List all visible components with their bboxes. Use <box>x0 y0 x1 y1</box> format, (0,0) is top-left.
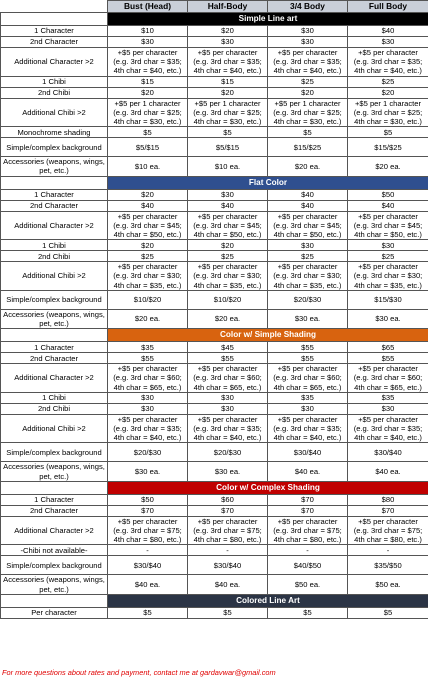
price-row <box>1 48 428 77</box>
price-cell-line: 4th char = $30, etc.) <box>354 117 422 127</box>
price-cell: $20 <box>108 189 188 200</box>
price-row <box>1 545 428 556</box>
price-cell-line: +$5 per character <box>277 262 338 272</box>
price-row <box>1 575 428 594</box>
row-label: 2nd Chibi <box>1 403 108 414</box>
price-cell-line: +$5 per character <box>358 48 418 57</box>
price-cell: $50 <box>348 189 428 200</box>
row-label: Additional Character >2 <box>1 364 108 393</box>
price-cell-line: (e.g. 3rd char = $60; <box>193 373 262 383</box>
price-cell-line: (e.g. 3rd char = $35; <box>113 57 182 67</box>
price-cell: - <box>348 545 428 556</box>
price-cell: $30 <box>188 189 268 200</box>
row-label: Accessories (weapons, wings, pet, etc.) <box>1 575 108 594</box>
price-cell: $40 ea. <box>108 575 188 594</box>
price-cell <box>188 211 268 240</box>
price-cell-line: 4th char = $30, etc.) <box>273 117 342 127</box>
row-label: Additional Character >2 <box>1 211 108 240</box>
row-label: -Chibi not available- <box>1 545 108 556</box>
price-cell: $30 <box>268 403 348 414</box>
price-cell-line: 4th char = $40, etc.) <box>193 66 262 76</box>
price-cell-line: +$5 per 1 character <box>194 98 261 108</box>
price-row <box>1 462 428 481</box>
price-cell: $10 <box>108 26 188 37</box>
row-label: 2nd Character <box>1 353 108 364</box>
price-cell: $30/$40 <box>108 556 188 575</box>
price-cell: $40 <box>108 200 188 211</box>
price-cell: $50 ea. <box>268 575 348 594</box>
row-label: Simple/complex background <box>1 290 108 309</box>
price-cell-line: +$5 per character <box>277 48 338 57</box>
price-cell-line: +$5 per character <box>197 48 258 57</box>
price-cell: $10/$20 <box>188 290 268 309</box>
price-cell-line: 4th char = $40, etc.) <box>273 433 342 443</box>
price-cell <box>348 98 428 127</box>
price-cell-line: (e.g. 3rd char = $45; <box>113 220 182 230</box>
price-cell: $15 <box>108 76 188 87</box>
price-cell: $70 <box>108 505 188 516</box>
section-header-row <box>1 481 428 494</box>
price-cell: $35 <box>108 342 188 353</box>
price-cell: $55 <box>268 353 348 364</box>
price-row <box>1 494 428 505</box>
price-cell-line: 4th char = $65, etc.) <box>193 382 262 392</box>
price-cell: $30 <box>108 403 188 414</box>
price-cell: $20 ea. <box>108 309 188 328</box>
price-cell: $5/$15 <box>108 138 188 157</box>
price-cell: $5/$15 <box>188 138 268 157</box>
price-cell: - <box>108 545 188 556</box>
column-header: Full Body <box>348 1 428 13</box>
price-cell: $5 <box>268 607 348 618</box>
price-cell-line: 4th char = $65, etc.) <box>113 382 182 392</box>
price-cell-line: +$5 per character <box>358 211 418 221</box>
price-cell: $30 ea. <box>108 462 188 481</box>
price-cell-line: +$5 per 1 character <box>354 98 422 108</box>
price-cell-line: (e.g. 3rd char = $75; <box>353 526 423 536</box>
price-cell-line: 4th char = $30, etc.) <box>193 117 262 127</box>
price-cell: $20 <box>108 87 188 98</box>
price-cell <box>268 364 348 393</box>
price-cell: $30 <box>348 403 428 414</box>
price-row <box>1 200 428 211</box>
price-cell-line: (e.g. 3rd char = $75; <box>273 526 342 536</box>
price-cell <box>268 516 348 545</box>
price-cell: $35/$50 <box>348 556 428 575</box>
price-cell <box>268 211 348 240</box>
price-cell-line: (e.g. 3rd char = $35; <box>353 424 423 434</box>
price-cell-line: +$5 per character <box>197 516 258 526</box>
price-cell-line: (e.g. 3rd char = $25; <box>193 107 262 117</box>
price-row <box>1 87 428 98</box>
price-cell: $5 <box>108 607 188 618</box>
price-cell: $20 <box>108 240 188 251</box>
price-cell-line: (e.g. 3rd char = $75; <box>193 526 262 536</box>
price-cell: $20/$30 <box>268 290 348 309</box>
row-label: Simple/complex background <box>1 556 108 575</box>
price-cell <box>108 211 188 240</box>
price-cell-line: +$5 per 1 character <box>274 98 341 108</box>
column-header: Bust (Head) <box>108 1 188 13</box>
price-cell: $10 ea. <box>188 157 268 176</box>
price-cell <box>348 414 428 443</box>
price-cell-line: (e.g. 3rd char = $60; <box>113 373 182 383</box>
price-cell-line: +$5 per character <box>117 262 178 272</box>
price-row <box>1 240 428 251</box>
price-cell-line: 4th char = $35, etc.) <box>113 280 182 290</box>
price-cell: $5 <box>348 127 428 138</box>
price-cell-line: 4th char = $50, etc.) <box>273 230 342 240</box>
price-cell: $40 ea. <box>188 575 268 594</box>
row-label: 1 Character <box>1 342 108 353</box>
price-cell-line: 4th char = $40, etc.) <box>193 433 262 443</box>
price-cell-line: (e.g. 3rd char = $45; <box>193 220 262 230</box>
price-row <box>1 403 428 414</box>
price-row <box>1 443 428 462</box>
price-cell: $80 <box>348 494 428 505</box>
price-cell: $40 <box>268 189 348 200</box>
price-cell-line: +$5 per character <box>117 48 178 57</box>
price-cell: $50 ea. <box>348 575 428 594</box>
price-cell-line: (e.g. 3rd char = $25; <box>273 107 342 117</box>
price-cell <box>188 414 268 443</box>
price-cell: $30 <box>348 37 428 48</box>
price-cell <box>348 211 428 240</box>
price-cell-line: +$5 per character <box>117 414 178 424</box>
price-row <box>1 138 428 157</box>
price-cell: $60 <box>188 494 268 505</box>
section-header-blank <box>1 481 108 494</box>
row-label: 2nd Chibi <box>1 87 108 98</box>
price-row <box>1 211 428 240</box>
price-cell: - <box>268 545 348 556</box>
price-cell <box>188 364 268 393</box>
price-cell <box>108 516 188 545</box>
price-cell-line: 4th char = $35, etc.) <box>273 280 342 290</box>
price-cell: $20 <box>348 87 428 98</box>
price-cell <box>108 48 188 77</box>
price-table-body <box>1 13 428 619</box>
price-cell-line: (e.g. 3rd char = $35; <box>193 424 262 434</box>
row-label: Monochrome shading <box>1 127 108 138</box>
price-cell: $25 <box>348 76 428 87</box>
price-cell: $30/$40 <box>348 443 428 462</box>
price-cell: $50 <box>108 494 188 505</box>
price-cell <box>268 414 348 443</box>
price-cell <box>108 98 188 127</box>
section-header-row <box>1 176 428 189</box>
price-cell: $30 <box>268 240 348 251</box>
price-cell <box>108 262 188 291</box>
price-cell: $20/$30 <box>188 443 268 462</box>
price-cell: $40 <box>348 26 428 37</box>
price-cell-line: +$5 per character <box>197 364 258 374</box>
section-header-row <box>1 329 428 342</box>
price-row <box>1 607 428 618</box>
section-header-blank <box>1 329 108 342</box>
price-cell-line: +$5 per character <box>117 211 178 221</box>
price-cell: $35 <box>268 392 348 403</box>
price-cell-line: (e.g. 3rd char = $35; <box>113 424 182 434</box>
price-cell-line: +$5 per character <box>117 516 178 526</box>
price-cell-line: (e.g. 3rd char = $30; <box>353 271 423 281</box>
price-row <box>1 76 428 87</box>
price-cell-line: (e.g. 3rd char = $60; <box>273 373 342 383</box>
price-row <box>1 309 428 328</box>
price-cell-line: (e.g. 3rd char = $35; <box>273 424 342 434</box>
price-cell: $30 ea. <box>268 309 348 328</box>
row-label: Additional Character >2 <box>1 516 108 545</box>
price-cell: $5 <box>268 127 348 138</box>
price-cell-line: +$5 per 1 character <box>114 98 181 108</box>
price-cell: $70 <box>268 505 348 516</box>
price-cell: $20 <box>188 26 268 37</box>
price-cell-line: 4th char = $65, etc.) <box>273 382 342 392</box>
price-cell-line: 4th char = $30, etc.) <box>113 117 182 127</box>
row-label: 2nd Chibi <box>1 251 108 262</box>
row-label: Additional Character >2 <box>1 48 108 77</box>
price-cell: $40 <box>188 200 268 211</box>
price-row <box>1 189 428 200</box>
price-cell: $20 <box>268 87 348 98</box>
section-title: Colored Line Art <box>108 594 428 607</box>
row-label: Accessories (weapons, wings, pet, etc.) <box>1 462 108 481</box>
price-cell-line: +$5 per character <box>358 414 418 424</box>
price-row <box>1 251 428 262</box>
price-cell: $20 ea. <box>188 309 268 328</box>
price-cell-line: (e.g. 3rd char = $30; <box>193 271 262 281</box>
price-cell <box>268 262 348 291</box>
price-row <box>1 262 428 291</box>
price-cell-line: 4th char = $80, etc.) <box>193 535 262 545</box>
price-cell-line: 4th char = $40, etc.) <box>113 433 182 443</box>
contact-footer: For more questions about rates and payment, contact me at gardavwar@gmail.com <box>2 668 276 677</box>
price-cell-line: 4th char = $80, etc.) <box>113 535 182 545</box>
row-label: Additional Chibi >2 <box>1 262 108 291</box>
price-row <box>1 414 428 443</box>
price-cell <box>188 262 268 291</box>
price-cell-line: (e.g. 3rd char = $25; <box>353 107 423 117</box>
row-label: 1 Chibi <box>1 392 108 403</box>
price-cell: $25 <box>268 251 348 262</box>
row-label: 2nd Character <box>1 37 108 48</box>
price-cell-line: +$5 per character <box>277 364 338 374</box>
price-cell-line: (e.g. 3rd char = $45; <box>353 220 423 230</box>
price-cell-line: +$5 per character <box>358 262 418 272</box>
price-cell-line: (e.g. 3rd char = $30; <box>113 271 182 281</box>
price-cell: $55 <box>348 353 428 364</box>
price-cell: $35 <box>348 392 428 403</box>
header-row <box>1 1 428 13</box>
price-cell-line: +$5 per character <box>358 516 418 526</box>
price-cell: $55 <box>268 342 348 353</box>
section-title: Color w/ Simple Shading <box>108 329 428 342</box>
section-header-blank <box>1 594 108 607</box>
price-row <box>1 516 428 545</box>
price-row <box>1 392 428 403</box>
row-label: 2nd Character <box>1 200 108 211</box>
price-cell: $30/$40 <box>188 556 268 575</box>
price-row <box>1 342 428 353</box>
column-header: 3/4 Body <box>268 1 348 13</box>
price-cell: $10/$20 <box>108 290 188 309</box>
price-cell: $30 <box>108 392 188 403</box>
price-cell <box>108 414 188 443</box>
price-cell: $15/$25 <box>268 138 348 157</box>
row-label: 1 Chibi <box>1 240 108 251</box>
price-cell-line: 4th char = $50, etc.) <box>113 230 182 240</box>
price-cell-line: (e.g. 3rd char = $25; <box>113 107 182 117</box>
price-cell: $30/$40 <box>268 443 348 462</box>
row-label: Additional Chibi >2 <box>1 414 108 443</box>
row-label: Simple/complex background <box>1 138 108 157</box>
price-cell: $15/$30 <box>348 290 428 309</box>
price-cell: $40 ea. <box>268 462 348 481</box>
price-cell: $30 <box>348 240 428 251</box>
price-cell <box>188 98 268 127</box>
price-cell-line: (e.g. 3rd char = $35; <box>273 57 342 67</box>
price-cell-line: (e.g. 3rd char = $45; <box>273 220 342 230</box>
price-cell: $40 ea. <box>348 462 428 481</box>
price-row <box>1 364 428 393</box>
section-title: Simple Line art <box>108 13 428 26</box>
price-cell-line: +$5 per character <box>277 211 338 221</box>
price-cell-line: 4th char = $80, etc.) <box>273 535 342 545</box>
row-label: Simple/complex background <box>1 443 108 462</box>
price-cell-line: +$5 per character <box>197 414 258 424</box>
row-label: Additional Chibi >2 <box>1 98 108 127</box>
price-cell: $30 <box>268 37 348 48</box>
price-cell <box>188 48 268 77</box>
price-cell: $5 <box>188 607 268 618</box>
price-cell: $20/$30 <box>108 443 188 462</box>
price-cell: $30 ea. <box>348 309 428 328</box>
price-row <box>1 26 428 37</box>
price-cell: $25 <box>268 76 348 87</box>
price-cell-line: 4th char = $40, etc.) <box>354 433 422 443</box>
price-cell: $40/$50 <box>268 556 348 575</box>
price-row <box>1 556 428 575</box>
price-cell: $20 <box>188 240 268 251</box>
price-cell: $30 <box>108 37 188 48</box>
price-cell-line: +$5 per character <box>277 414 338 424</box>
price-cell <box>348 48 428 77</box>
row-label: 2nd Character <box>1 505 108 516</box>
price-cell: $30 <box>268 26 348 37</box>
price-cell: $25 <box>188 251 268 262</box>
price-cell <box>348 364 428 393</box>
price-cell <box>108 364 188 393</box>
price-cell-line: +$5 per character <box>277 516 338 526</box>
price-cell-line: 4th char = $40, etc.) <box>113 66 182 76</box>
section-header-row <box>1 13 428 26</box>
price-cell: $70 <box>348 505 428 516</box>
price-cell: $30 <box>188 403 268 414</box>
price-cell: $45 <box>188 342 268 353</box>
price-cell <box>348 262 428 291</box>
price-cell <box>348 516 428 545</box>
price-cell: $10 ea. <box>108 157 188 176</box>
price-cell-line: 4th char = $40, etc.) <box>273 66 342 76</box>
row-label: 1 Character <box>1 189 108 200</box>
row-label: Accessories (weapons, wings, pet, etc.) <box>1 157 108 176</box>
column-header: Half-Body <box>188 1 268 13</box>
price-cell <box>268 48 348 77</box>
price-cell-line: (e.g. 3rd char = $35; <box>353 57 423 67</box>
price-cell: $55 <box>108 353 188 364</box>
section-title: Flat Color <box>108 176 428 189</box>
row-label: Per character <box>1 607 108 618</box>
section-header-row <box>1 594 428 607</box>
row-label: 1 Chibi <box>1 76 108 87</box>
section-header-blank <box>1 13 108 26</box>
section-title: Color w/ Complex Shading <box>108 481 428 494</box>
price-cell-line: 4th char = $35, etc.) <box>193 280 262 290</box>
section-header-blank <box>1 176 108 189</box>
price-cell: $15 <box>188 76 268 87</box>
price-cell: $30 ea. <box>188 462 268 481</box>
price-cell-line: 4th char = $40, etc.) <box>354 66 422 76</box>
price-cell <box>188 516 268 545</box>
price-cell: $30 <box>188 37 268 48</box>
price-cell: $20 ea. <box>348 157 428 176</box>
header-blank <box>1 1 108 13</box>
price-cell-line: +$5 per character <box>197 211 258 221</box>
price-cell: $5 <box>348 607 428 618</box>
price-cell: $70 <box>268 494 348 505</box>
price-cell: $20 ea. <box>268 157 348 176</box>
price-cell: - <box>188 545 268 556</box>
price-cell-line: +$5 per character <box>358 364 418 374</box>
price-cell-line: (e.g. 3rd char = $75; <box>113 526 182 536</box>
price-cell: $25 <box>108 251 188 262</box>
price-row <box>1 157 428 176</box>
price-cell-line: (e.g. 3rd char = $60; <box>353 373 423 383</box>
price-cell-line: 4th char = $50, etc.) <box>193 230 262 240</box>
price-row <box>1 127 428 138</box>
price-cell-line: 4th char = $35, etc.) <box>354 280 422 290</box>
price-cell: $40 <box>268 200 348 211</box>
price-cell: $40 <box>348 200 428 211</box>
price-row <box>1 290 428 309</box>
price-cell: $20 <box>188 87 268 98</box>
price-cell-line: +$5 per character <box>117 364 178 374</box>
price-cell-line: 4th char = $65, etc.) <box>354 382 422 392</box>
price-cell <box>268 98 348 127</box>
price-row <box>1 98 428 127</box>
price-cell: $65 <box>348 342 428 353</box>
price-row <box>1 505 428 516</box>
price-row <box>1 37 428 48</box>
price-cell: $15/$25 <box>348 138 428 157</box>
row-label: Accessories (weapons, wings, pet, etc.) <box>1 309 108 328</box>
price-row <box>1 353 428 364</box>
price-cell: $55 <box>188 353 268 364</box>
price-cell-line: +$5 per character <box>197 262 258 272</box>
row-label: 1 Character <box>1 494 108 505</box>
price-cell: $70 <box>188 505 268 516</box>
row-label: 1 Character <box>1 26 108 37</box>
price-cell: $30 <box>188 392 268 403</box>
price-cell: $25 <box>348 251 428 262</box>
price-cell-line: 4th char = $50, etc.) <box>354 230 422 240</box>
price-cell: $5 <box>108 127 188 138</box>
price-cell-line: (e.g. 3rd char = $35; <box>193 57 262 67</box>
price-cell-line: 4th char = $80, etc.) <box>354 535 422 545</box>
price-cell-line: (e.g. 3rd char = $30; <box>273 271 342 281</box>
price-cell: $5 <box>188 127 268 138</box>
